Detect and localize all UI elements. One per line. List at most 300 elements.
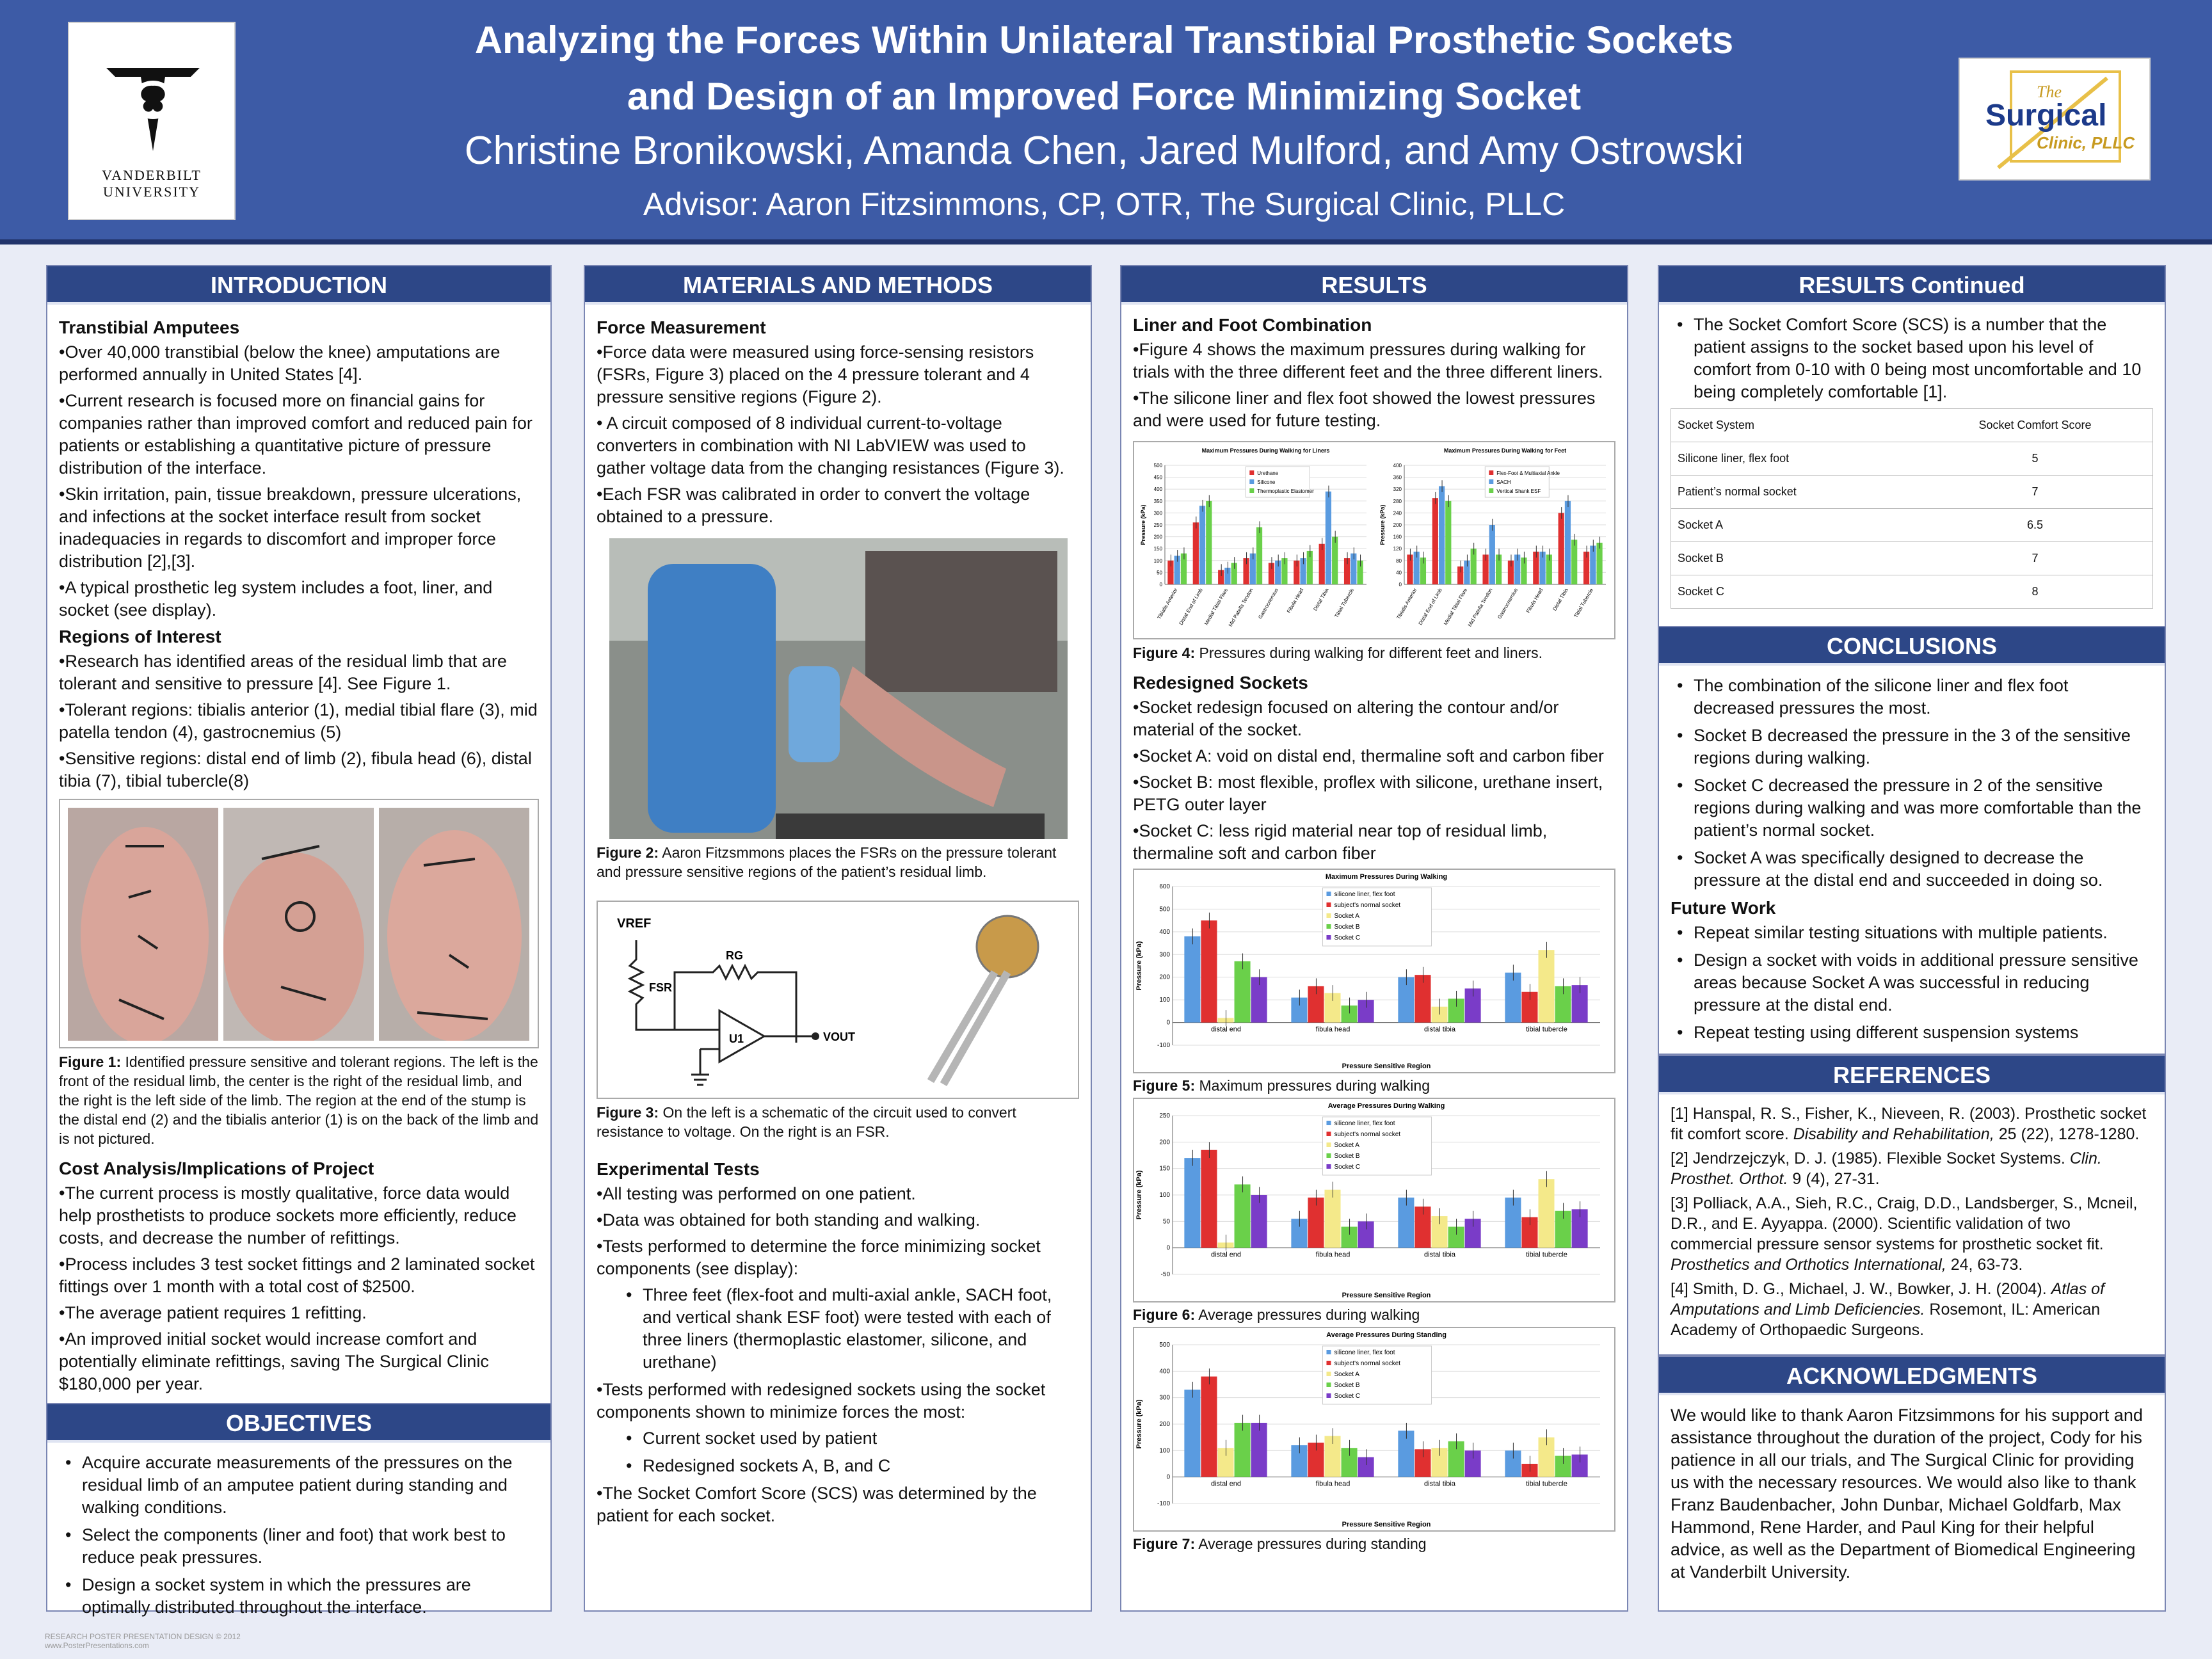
residual-limb-left-photo [379,808,529,1041]
figure-7-caption [1133,1534,1615,1553]
table-row [1671,542,2153,575]
paragraph: •Socket A: void on distal end, thermaline soft and carbon fiber [1133,746,1604,765]
y-axis-label: Pressure (kPa) [1135,1170,1143,1220]
list-item: • Repeat similar testing situations with multiple patients. [1671,922,2153,944]
caption-text: Aaron Fitzsmmons places the FSRs on the pressure tolerant and pressure sensitive regions of the patient’s residual limb. [597,844,1057,880]
legend-label: Socket A [1334,1142,1359,1149]
y-tick-label: 400 [1159,1368,1170,1375]
bar [1269,563,1274,584]
schematic-label: RG [726,949,743,962]
x-axis-label: Pressure Sensitive Region [1342,1062,1431,1070]
y-tick-label: 240 [1393,510,1402,517]
logo-text-the: The [2037,83,2062,101]
legend-label: Socket B [1334,1382,1360,1389]
bar [1167,561,1173,584]
y-tick-label: 320 [1393,486,1402,493]
subheading: Future Work [1671,898,1776,918]
legend-swatch [1326,935,1331,940]
table-cell: 6.5 [1918,509,2152,542]
conclusions-panel [1658,626,2166,1055]
x-tick-label: Tibialis Anterior [1156,587,1179,621]
subheading: Cost Analysis/Implications of Project [59,1158,374,1178]
y-tick-label: 50 [1157,570,1162,576]
list-item: • Socket C decreased the pressure in 2 of the sensitive regions during walking and was more comfortable than the patient’s normal socket. [1671,774,2153,842]
y-tick-label: 500 [1159,906,1170,913]
y-tick-label: 0 [1399,582,1402,588]
legend-swatch [1326,902,1331,907]
y-tick-label: -50 [1160,1271,1170,1278]
table-row [1671,476,2153,509]
x-tick-label: distal end [1210,1025,1242,1034]
schematic-label: VREF [617,917,652,931]
introduction-heading: INTRODUCTION [47,266,550,305]
paragraph: •Current research is focused more on financial gains for companies rather than improved comfort and reduced pain for patients or establishing a quantitative picture of pressure distribution of the interface. [59,391,533,477]
bar [1201,1150,1217,1248]
x-tick-label: fibula head [1315,1480,1350,1488]
legend-swatch [1326,1372,1331,1376]
legend-label: Socket C [1334,1393,1361,1400]
bar [1206,501,1212,584]
subheading: Regions of Interest [59,627,221,646]
chart-title: Average Pressures During Walking [1327,1102,1445,1110]
chart-feet [1377,446,1610,636]
bar [1326,492,1331,584]
caption-text: Pressures during walking for different feet and liners. [1195,645,1543,661]
paragraph: •The current process is mostly qualitative, force data would help prosthetists to produce sockets more efficiently, reduce costs, and decrease the number of refittings. [59,1183,517,1247]
conclusions-heading: CONCLUSIONS [1659,627,2165,666]
chart-avg-standing [1134,1328,1613,1530]
table-cell: Silicone liner, flex foot [1671,442,1918,476]
x-tick-label: Mid Patella Tendon [1466,587,1494,628]
fsr-sensor-icon [931,916,1038,1084]
bar [1184,1390,1200,1477]
legend-swatch [1326,1350,1331,1354]
caption-label: Figure 4: [1133,645,1196,661]
paragraph: •The average patient requires 1 refitting. [59,1303,367,1322]
legend-label: subject's normal socket [1334,902,1401,909]
subheading: Force Measurement [597,317,766,337]
figure-3-schematic [597,901,1079,1099]
socket-comfort-score-table [1671,408,2153,609]
results-continued-body [1659,305,2165,618]
table-cell: 5 [1918,442,2152,476]
y-axis-label: Pressure (kPa) [1135,941,1143,991]
x-tick-label: Distal Tibia [1312,587,1330,612]
legend-label: silicone liner, flex foot [1334,891,1395,898]
legend-label: Socket B [1334,1153,1360,1160]
y-tick-label: 200 [1159,1139,1170,1146]
paragraph: •Sensitive regions: distal end of limb (2), fibula head (6), distal tibia (7), tibial tubercle(8) [59,749,532,790]
paragraph: • A circuit composed of 8 individual current-to-voltage converters in combination with NI LabVIEW was used to gather voltage data from the changing resistances (Figure 3). [597,413,1064,477]
bar [1218,570,1224,584]
figure-4-charts [1133,441,1615,639]
figure-5-chart [1133,869,1615,1073]
x-tick-label: Medial Tibial Flare [1442,587,1469,627]
legend-label: Urethane [1257,470,1279,476]
legend-label: Vertical Shank ESF [1496,488,1541,494]
chart-title: Maximum Pressures During Walking for Liners [1201,447,1330,454]
x-tick-label: distal tibia [1424,1480,1455,1488]
paragraph: •The Socket Comfort Score (SCS) was determined by the patient for each socket. [597,1484,1037,1525]
table-cell: Socket A [1671,509,1918,542]
table-header-row [1671,409,2153,442]
y-tick-label: 0 [1166,1473,1170,1481]
y-tick-label: 40 [1396,570,1402,576]
bar [1193,522,1199,584]
bar [1596,543,1602,584]
authors: Christine Bronikowski, Amanda Chen, Jared Mulford, and Amy Ostrowski [464,129,1744,173]
y-tick-label: 300 [1153,510,1162,517]
x-tick-label: Distal End of Limb [1178,587,1204,627]
reference-journal: Prosthetics and Orthotics International, [1671,1256,1946,1274]
acknowledgments-text: We would like to thank Aaron Fitzsimmons for his support and assistance throughout the duration of the project, Cody for his patience in all our trials, and The Surgical Clinic for providing us with the necessary resources. We would also like to thank Franz Baudenbacher, John Dunbar, Michael Goldfarb, Max Hammond, Rene Harder, and Paul King for their helpful advice, as well as the Department of Biomedical Engineering at Vanderbilt University. [1671,1406,2143,1582]
y-tick-label: 100 [1159,1447,1170,1455]
legend-swatch [1249,479,1254,484]
subheading: Redesigned Sockets [1133,673,1308,693]
y-tick-label: 100 [1159,997,1170,1004]
paragraph: •Socket B: most flexible, proflex with silicone, urethane insert, PETG outer layer [1133,773,1603,814]
paragraph: •All testing was performed on one patient. [597,1184,916,1203]
y-tick-label: 250 [1159,1112,1170,1119]
legend-label: Socket A [1334,913,1359,920]
y-tick-label: 150 [1159,1165,1170,1173]
y-tick-label: 250 [1153,522,1162,528]
bar [1201,920,1217,1022]
paragraph: •Process includes 3 test socket fittings and 2 laminated socket fittings over 1 month with a total cost of $2500. [59,1254,535,1296]
x-tick-label: Tibial Tubercle [1573,587,1595,619]
table-row [1671,509,2153,542]
table-cell: 7 [1918,542,2152,575]
footer-line: RESEARCH POSTER PRESENTATION DESIGN © 2012 [45,1632,241,1641]
legend-label: Silicone [1257,479,1276,485]
bar [1559,513,1564,584]
y-tick-label: 0 [1159,582,1162,588]
x-tick-label: tibial tubercle [1526,1025,1567,1034]
figure-1-caption [59,1052,539,1148]
bar [1432,498,1438,584]
fsr-placement-photo [609,538,1068,839]
results-continued-heading: RESULTS Continued [1659,266,2165,305]
paragraph: •Each FSR was calibrated in order to convert the voltage obtained to a pressure. [597,485,1030,526]
bar [1235,1184,1251,1247]
bar [1319,544,1325,584]
reference-text: 9 (4), 27-31. [1788,1170,1880,1188]
subheading: Liner and Foot Combination [1133,315,1372,335]
methods-panel [584,265,1092,1612]
reference-item [1671,1279,2153,1340]
subheading: Transtibial Amputees [59,317,240,337]
list-item: • Select the components (liner and foot) that work best to reduce peak pressures. [59,1524,539,1569]
results-continued-panel [1658,265,2166,630]
y-tick-label: 160 [1393,534,1402,540]
x-tick-label: Tibial Tubercle [1333,587,1356,619]
results-heading: RESULTS [1121,266,1627,305]
acknowledgments-heading: ACKNOWLEDGMENTS [1659,1357,2165,1395]
y-tick-label: 120 [1393,546,1402,552]
y-tick-label: 200 [1159,974,1170,981]
reference-item [1671,1148,2153,1189]
legend-swatch [1326,913,1331,918]
y-tick-label: 500 [1153,463,1162,469]
list-item: • The Socket Comfort Score (SCS) is a number that the patient assigns to the socket based upon his level of comfort from 0-10 with 0 being most uncomfortable and 10 being completely comfortable [1]. [1671,314,2153,403]
bar [1496,555,1502,585]
surgical-clinic-logo-icon [1960,59,2149,179]
x-tick-label: tibial tubercle [1526,1480,1567,1488]
introduction-panel [46,265,552,1404]
y-tick-label: 300 [1159,1394,1170,1402]
chart-title: Maximum Pressures During Walking [1325,873,1448,881]
results-panel [1120,265,1628,1612]
objectives-body [47,1443,550,1633]
objectives-panel [46,1403,552,1617]
legend-swatch [1326,1164,1331,1169]
paragraph: •Over 40,000 transtibial (below the knee) amputations are performed annually in United States [4]. [59,342,501,384]
legend-swatch [1326,1393,1331,1398]
y-tick-label: 200 [1393,522,1402,528]
list-item: • Socket B decreased the pressure in the 3 of the sensitive regions during walking. [1671,725,2153,769]
y-tick-label: -100 [1157,1042,1170,1049]
reference-text: Rosemont, IL: American Academy of Orthopaedic Surgeons. [1671,1301,2101,1339]
reference-item [1671,1193,2153,1275]
legend-swatch [1489,488,1493,493]
reference-journal: Atlas of Amputations and Limb Deficiencies. [1671,1280,2104,1318]
legend-label: silicone liner, flex foot [1334,1120,1395,1127]
legend-label: Socket C [1334,934,1361,942]
list-item: • Design a socket with voids in additional pressure sensitive areas because Socket A was successful in reducing pressure at the distal end. [1671,949,2153,1016]
vanderbilt-oak-v-icon [69,23,237,164]
paragraph: •Socket C: less rigid material near top of residual limb, thermaline soft and carbon fiber [1133,821,1548,863]
references-heading: REFERENCES [1659,1056,2165,1094]
legend-label: Flex-Foot & Multiaxial Ankle [1496,470,1560,476]
y-tick-label: 450 [1153,474,1162,481]
legend-label: Thermoplastic Elastomer [1257,488,1314,494]
caption-text: Identified pressure sensitive and tolerant regions. The left is the front of the residual limb, the center is the right of the residual limb, and the right is the left side of the limb. The region at the end of the stump is the distal end (2) and the tibialis anterior (1) is on the back of the limb and is not pictured. [59,1054,539,1147]
legend-swatch [1326,1121,1331,1125]
x-tick-label: Distal Tibia [1551,587,1569,612]
legend-label: Socket C [1334,1164,1361,1171]
paragraph: •A typical prosthetic leg system includes a foot, liner, and socket (see display). [59,578,493,620]
bar [1251,1423,1267,1477]
schematic-label: U1 [729,1032,744,1045]
title-line-1: Analyzing the Forces Within Unilateral Transtibial Prosthetic Sockets [474,19,1734,61]
y-axis-label: Pressure (kPa) [1140,504,1146,545]
bar [1538,1179,1554,1247]
footer-line: www.PosterPresentations.com [45,1641,149,1650]
y-tick-label: 300 [1159,951,1170,959]
acknowledgments-panel [1658,1356,2166,1612]
legend-swatch [1489,470,1493,475]
bar [1199,506,1205,584]
x-tick-label: fibula head [1315,1251,1350,1259]
references-panel [1658,1055,2166,1356]
y-tick-label: 100 [1153,557,1162,564]
bar [1439,486,1445,584]
legend-swatch [1326,1153,1331,1158]
bar [1445,501,1451,584]
x-tick-label: distal tibia [1424,1251,1455,1259]
logo-line: UNIVERSITY [103,184,200,200]
schematic-label: FSR [649,981,672,994]
caption-label: Figure 7: [1133,1535,1196,1552]
bar [1201,1377,1217,1477]
figure-4-caption [1133,643,1615,662]
caption-label: Figure 1: [59,1054,122,1070]
y-tick-label: 500 [1159,1342,1170,1349]
figure-6-caption [1133,1305,1615,1324]
reference-text: [3] Polliack, A.A., Sieh, R.C., Craig, D.D., Landsberger, S., Mcneil, D.R., and E. Ayyappa. (2000). Scientific validation of two commercial pressure sensor systems for prosthetic socket fit. [1671,1194,2138,1253]
bar [1294,561,1299,584]
chart-avg-walking [1134,1099,1613,1301]
logo-text-clinic: Clinic, PLLC [2037,133,2135,152]
x-tick-label: distal tibia [1424,1025,1455,1034]
reference-text: 24, 63-73. [1946,1256,2023,1274]
bar [1420,557,1426,584]
bar [1538,950,1554,1022]
list-item: • Design a socket system in which the pressures are optimally distributed throughout the interface. [59,1574,539,1619]
list-item: • Current socket used by patient [597,1427,1079,1450]
x-tick-label: Fibula Head [1525,587,1544,614]
legend-swatch [1249,470,1254,475]
y-tick-label: 150 [1153,546,1162,552]
chart-title: Maximum Pressures During Walking for Feet [1443,447,1567,454]
y-axis-label: Pressure (kPa) [1379,504,1386,545]
table-cell: Socket B [1671,542,1918,575]
y-tick-label: 200 [1159,1421,1170,1428]
figure-3-caption [597,1103,1079,1141]
x-tick-label: tibial tubercle [1526,1251,1567,1259]
y-tick-label: 360 [1393,474,1402,481]
paragraph: •Tests performed to determine the force minimizing socket components (see display): [597,1237,1041,1278]
caption-label: Figure 6: [1133,1306,1196,1323]
caption-text: On the left is a schematic of the circuit used to convert resistance to voltage. On the right is an FSR. [597,1104,1016,1140]
residual-limb-right-photo [223,808,374,1041]
poster-header [0,0,2212,244]
legend-label: silicone liner, flex foot [1334,1349,1395,1356]
y-tick-label: 50 [1162,1218,1170,1226]
paragraph: •Research has identified areas of the residual limb that are tolerant and sensitive to pressure [4]. See Figure 1. [59,652,507,693]
reference-text: [2] Jendrzejczyk, D. J. (1985). Flexible Socket Systems. [1671,1150,2070,1167]
reference-text: 25 (22), 1278-1280. [1994,1125,2140,1143]
x-tick-label: distal end [1210,1251,1242,1259]
paragraph: •Tests performed with redesigned sockets using the socket components shown to minimize forces the most: [597,1380,1046,1422]
figure-7-chart [1133,1327,1615,1532]
legend-swatch [1326,1361,1331,1365]
paragraph: •An improved initial socket would increase comfort and potentially eliminate refittings, saving The Surgical Clinic $180,000 per year. [59,1329,489,1393]
paragraph: •Figure 4 shows the maximum pressures during walking for trials with the three different feet and the three different liners. [1133,340,1603,381]
legend-label: subject's normal socket [1334,1360,1401,1367]
list-item: • The combination of the silicone liner and flex foot decreased pressures the most. [1671,675,2153,719]
bar [1243,558,1249,584]
objectives-heading: OBJECTIVES [47,1404,550,1443]
table-cell: 8 [1918,575,2152,609]
legend-label: subject's normal socket [1334,1131,1401,1138]
caption-label: Figure 2: [597,844,659,861]
reference-text: [1] Hanspal, R. S., Fisher, K., Nieveen, R. (2003). Prosthetic socket fit comfort score. [1671,1105,2147,1143]
y-tick-label: -100 [1157,1500,1170,1507]
references-body [1659,1094,2165,1353]
list-item: • Acquire accurate measurements of the pressures on the residual limb of an amputee patient during standing and walking conditions. [59,1452,539,1519]
figure-6-chart [1133,1098,1615,1302]
x-tick-label: distal end [1210,1480,1242,1488]
paragraph: •Tolerant regions: tibialis anterior (1), medial tibial flare (3), mid patella tendon (4), gastrocnemius (5) [59,700,538,742]
paragraph: •Force data were measured using force-sensing resistors (FSRs, Figure 3) placed on the 4 pressure tolerant and 4 pressure sensitive regions (Figure 2). [597,342,1034,406]
bar [1324,1190,1340,1248]
legend-swatch [1326,1132,1331,1136]
legend-swatch [1249,488,1254,493]
paragraph: •Skin irritation, pain, tissue breakdown, pressure ulcerations, and infections at the socket interface result from socket inadequacies in regards to discomfort and improper force distribution [2],[3]. [59,485,522,571]
table-cell: Socket C [1671,575,1918,609]
advisor: Advisor: Aaron Fitzsimmons, CP, OTR, The Surgical Clinic, PLLC [643,186,1566,222]
y-tick-label: 400 [1159,928,1170,936]
legend-label: Socket A [1334,1371,1359,1378]
y-tick-label: 80 [1396,557,1402,564]
chart-title: Average Pressures During Standing [1326,1331,1447,1339]
x-tick-label: Tibialis Anterior [1395,587,1418,621]
x-tick-label: Fibula Head [1285,587,1305,614]
bar [1521,557,1527,584]
x-tick-label: fibula head [1315,1025,1350,1034]
bar [1184,1158,1200,1248]
bar [1565,501,1571,584]
caption-label: Figure 3: [597,1104,659,1121]
logo-text-surgical: Surgical [1985,99,2107,132]
y-tick-label: 0 [1166,1019,1170,1027]
legend-swatch [1326,1382,1331,1387]
legend-swatch [1326,1142,1331,1147]
bar [1357,561,1363,584]
subheading: Experimental Tests [597,1159,760,1179]
title-line-2: and Design of an Improved Force Minimizing Socket [627,75,1582,118]
y-tick-label: 0 [1166,1244,1170,1252]
methods-heading: MATERIALS AND METHODS [585,266,1091,305]
list-item: • Three feet (flex-foot and multi-axial ankle, SACH foot, and vertical shank ESF foot) were tested with each of three liners (thermoplastic elastomer, silicone, and urethane) [597,1284,1079,1374]
figure-1-photos [59,799,539,1048]
bar [1489,525,1495,584]
results-body [1121,305,1627,1562]
footer-credit [45,1632,241,1650]
list-item: • Socket A was specifically designed to decrease the pressure at the distal end and succeeded in doing so. [1671,847,2153,892]
table-cell: 7 [1918,476,2152,509]
bar [1235,961,1251,1023]
residual-limb-front-photo [68,808,218,1041]
caption-label: Figure 5: [1133,1077,1196,1094]
schematic-label: VOUT [823,1030,856,1043]
y-tick-label: 100 [1159,1192,1170,1199]
logo-line: VANDERBILT [102,167,202,183]
bar [1184,936,1200,1023]
legend-label: SACH [1496,479,1511,485]
bar [1332,537,1338,584]
reference-journal: Clin. Prosthet. Orthot. [1671,1150,2102,1188]
legend-swatch [1326,892,1331,896]
table-cell: Patient’s normal socket [1671,476,1918,509]
introduction-body [47,305,550,1408]
chart-liners [1138,446,1371,636]
y-tick-label: 280 [1393,498,1402,504]
legend-swatch [1326,924,1331,929]
caption-text: Average pressures during walking [1195,1306,1420,1323]
acknowledgments-body [1659,1395,2165,1596]
bar [1546,555,1552,585]
methods-body [585,305,1091,1540]
list-item: • Redesigned sockets A, B, and C [597,1455,1079,1477]
caption-text: Average pressures during standing [1195,1535,1427,1552]
conclusions-body [1659,666,2165,1058]
surgical-clinic-logo [1959,58,2151,180]
y-tick-label: 200 [1153,534,1162,540]
table-header-cell: Socket System [1671,409,1918,442]
reference-text: [4] Smith, D. G., Michael, J. W., Bowker, J. H. (2004). [1671,1280,2051,1298]
